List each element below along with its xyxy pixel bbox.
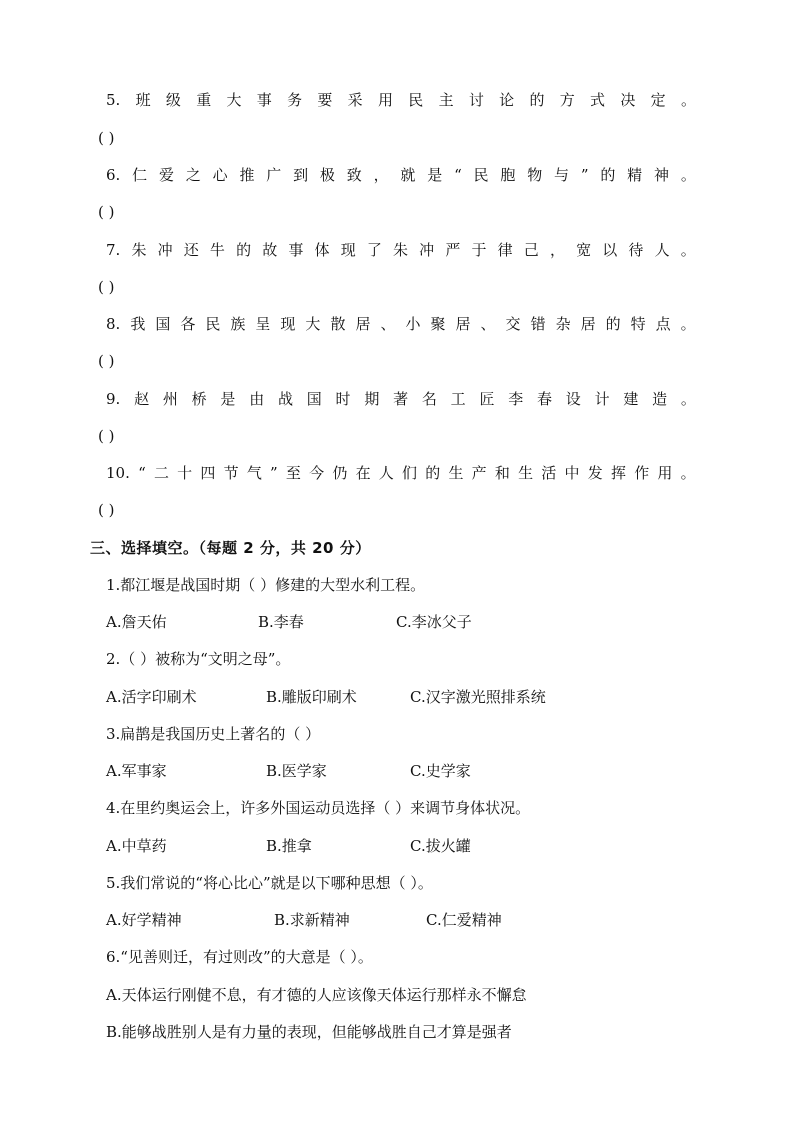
question-4-option-b[interactable]: B.推拿 bbox=[266, 837, 312, 855]
judgement-item-10: 10. “ 二 十 四 节 气 ” 至 今 仍 在 人 们 的 生 产 和 生 活 中 发 挥 作 用 。 bbox=[106, 464, 696, 482]
answer-blank-7[interactable]: ( ) bbox=[98, 278, 115, 296]
question-5-option-b[interactable]: B.求新精神 bbox=[274, 911, 350, 929]
question-4-option-c[interactable]: C.拔火罐 bbox=[410, 837, 471, 855]
question-6-option-a[interactable]: A.天体运行刚健不息，有才德的人应该像天体运行那样永不懈怠 bbox=[106, 986, 527, 1004]
answer-blank-10[interactable]: ( ) bbox=[98, 501, 115, 519]
judgement-item-8: 8. 我 国 各 民 族 呈 现 大 散 居 、 小 聚 居 、 交 错 杂 居 的 特 点 。 bbox=[106, 315, 696, 333]
question-3-option-c[interactable]: C.史学家 bbox=[410, 762, 471, 780]
question-1-stem: 1.都江堰是战国时期（ ）修建的大型水利工程。 bbox=[106, 576, 426, 594]
question-2-option-a[interactable]: A.活字印刷术 bbox=[106, 688, 197, 706]
question-3-stem: 3.扁鹊是我国历史上著名的（ ） bbox=[106, 725, 321, 743]
question-6-stem: 6.“见善则迁，有过则改”的大意是（ ）。 bbox=[106, 948, 373, 966]
question-2-option-c[interactable]: C.汉字激光照排系统 bbox=[410, 688, 546, 706]
judgement-item-6: 6. 仁 爱 之 心 推 广 到 极 致 ， 就 是 “ 民 胞 物 与 ” 的 精 神 。 bbox=[106, 166, 696, 184]
question-1-option-b[interactable]: B.李春 bbox=[258, 613, 304, 631]
question-2-option-b[interactable]: B.雕版印刷术 bbox=[266, 688, 357, 706]
question-3-option-b[interactable]: B.医学家 bbox=[266, 762, 327, 780]
question-1-option-c[interactable]: C.李冰父子 bbox=[396, 613, 472, 631]
question-4-stem: 4.在里约奥运会上，许多外国运动员选择（ ）来调节身体状况。 bbox=[106, 799, 531, 817]
answer-blank-6[interactable]: ( ) bbox=[98, 203, 115, 221]
answer-blank-5[interactable]: ( ) bbox=[98, 129, 115, 147]
judgement-item-9: 9. 赵 州 桥 是 由 战 国 时 期 著 名 工 匠 李 春 设 计 建 造 。 bbox=[106, 390, 696, 408]
section-3-heading: 三、选择填空。（每题 2 分，共 20 分） bbox=[90, 539, 371, 557]
answer-blank-9[interactable]: ( ) bbox=[98, 427, 115, 445]
question-5-option-c[interactable]: C.仁爱精神 bbox=[426, 911, 502, 929]
question-1-option-a[interactable]: A.詹天佑 bbox=[106, 613, 167, 631]
judgement-item-7: 7. 朱 冲 还 牛 的 故 事 体 现 了 朱 冲 严 于 律 己 ， 宽 以 待 人 。 bbox=[106, 241, 696, 259]
judgement-item-5: 5. 班 级 重 大 事 务 要 采 用 民 主 讨 论 的 方 式 决 定 。 bbox=[106, 91, 696, 109]
question-4-option-a[interactable]: A.中草药 bbox=[106, 837, 167, 855]
question-2-stem: 2.（ ）被称为“文明之母”。 bbox=[106, 650, 291, 668]
question-5-stem: 5.我们常说的“将心比心”就是以下哪种思想（ ）。 bbox=[106, 874, 433, 892]
question-5-option-a[interactable]: A.好学精神 bbox=[106, 911, 182, 929]
question-6-option-b[interactable]: B.能够战胜别人是有力量的表现，但能够战胜自己才算是强者 bbox=[106, 1023, 512, 1041]
question-3-option-a[interactable]: A.军事家 bbox=[106, 762, 167, 780]
answer-blank-8[interactable]: ( ) bbox=[98, 352, 115, 370]
